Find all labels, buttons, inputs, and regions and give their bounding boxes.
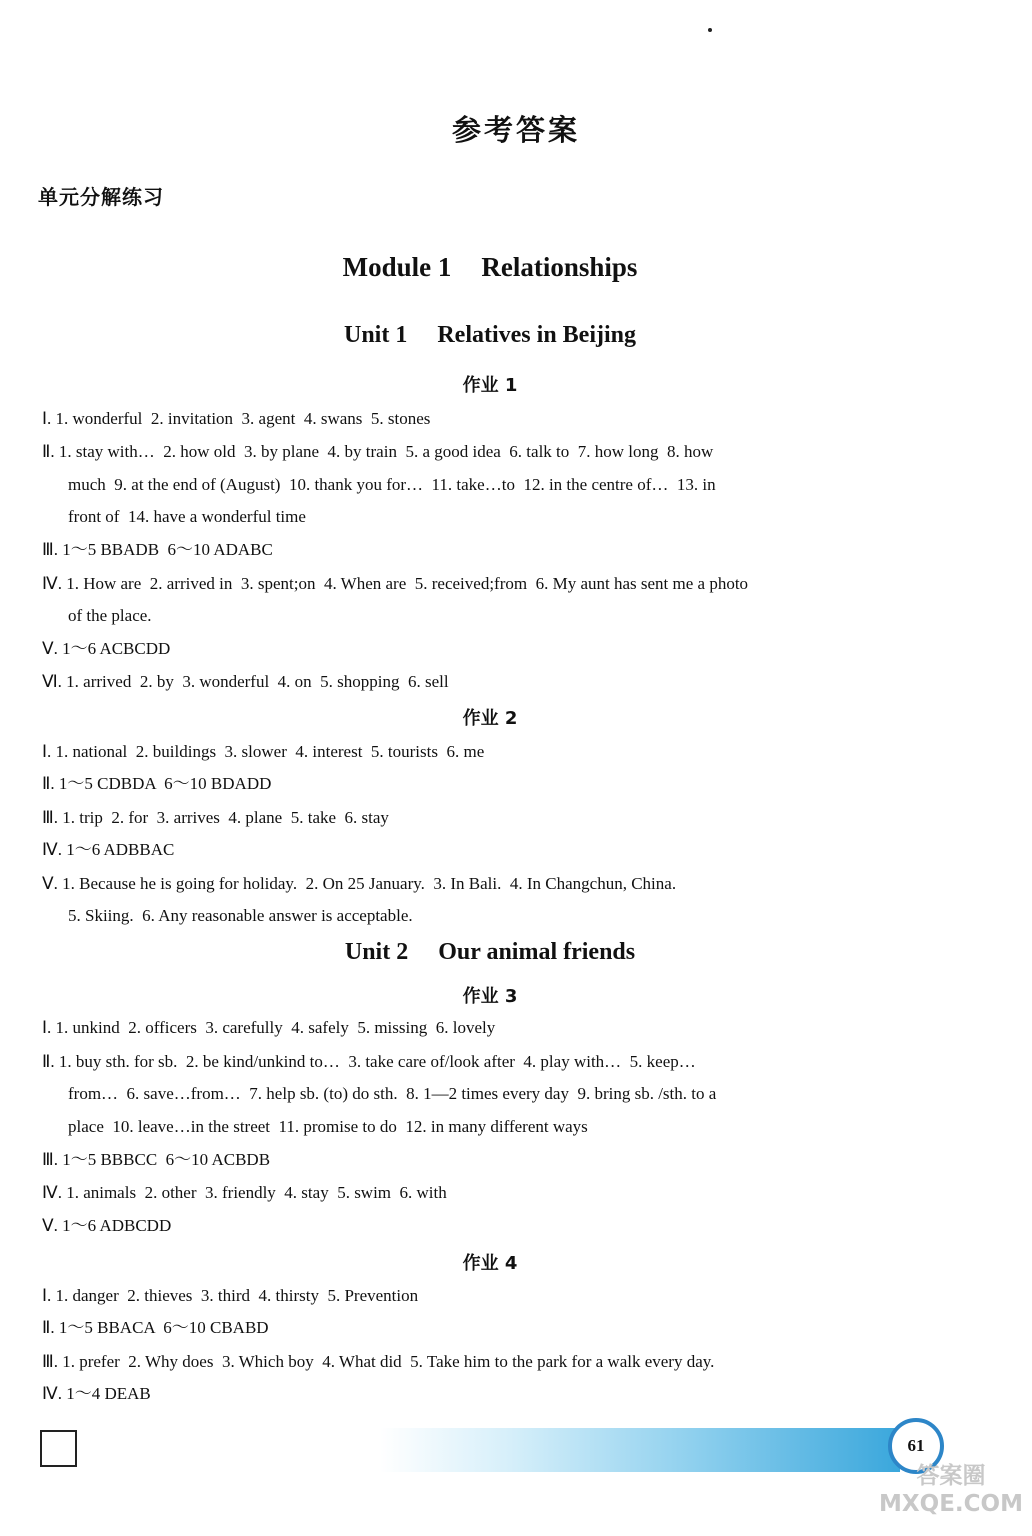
homework-4-heading: 作业 4 — [462, 1253, 518, 1274]
unit-1-name: Relatives in Beijing — [437, 322, 636, 348]
answer-line: Ⅱ. 1～5 BBACA 6～10 CBABD — [42, 1318, 269, 1337]
answer-line: Ⅱ. 1. buy sth. for sb. 2. be kind/unkind to… 3. take care of/look after 4. play with… 5. keep… — [42, 1052, 696, 1071]
answer-line: 5. Skiing. 6. Any reasonable answer is acceptable. — [68, 906, 413, 925]
module-heading — [0, 252, 980, 283]
answer-line: Ⅳ. 1～6 ADBBAC — [42, 840, 175, 859]
answer-line: Ⅰ. 1. unkind 2. officers 3. carefully 4. safely 5. missing 6. lovely — [42, 1018, 496, 1037]
answer-line: Ⅴ. 1. Because he is going for holiday. 2. On 25 January. 3. In Bali. 4. In Changchun, China. — [42, 874, 677, 893]
unit-1-label: Unit 1 — [344, 322, 408, 348]
answer-line: place 10. leave…in the street 11. promise to do 12. in many different ways — [68, 1117, 588, 1136]
homework-2-heading: 作业 2 — [462, 708, 518, 729]
answer-line: Ⅳ. 1. How are 2. arrived in 3. spent;on 4. When are 5. received;from 6. My aunt has sent me a photo — [42, 574, 749, 593]
answer-line: Ⅴ. 1～6 ADBCDD — [42, 1216, 172, 1235]
answer-line: Ⅱ. 1～5 CDBDA 6～10 BDADD — [42, 774, 272, 793]
answer-line: Ⅳ. 1～4 DEAB — [42, 1384, 151, 1403]
corner-square — [40, 1430, 77, 1467]
unit-2-name: Our animal friends — [438, 939, 636, 965]
section-heading: 单元分解练习 — [38, 185, 164, 209]
watermark-logo: 答案圈 MXQE.COM — [879, 1463, 1023, 1517]
answer-line: Ⅰ. 1. danger 2. thieves 3. third 4. thirsty 5. Prevention — [42, 1286, 419, 1305]
answer-line: Ⅴ. 1～6 ACBCDD — [42, 639, 171, 658]
answer-line: of the place. — [68, 606, 152, 625]
homework-1-heading: 作业 1 — [462, 375, 518, 396]
module-name: Relationships — [481, 252, 638, 282]
unit-2-heading — [0, 939, 980, 966]
answer-line: Ⅵ. 1. arrived 2. by 3. wonderful 4. on 5. shopping 6. sell — [42, 672, 449, 691]
homework-3-heading: 作业 3 — [462, 986, 518, 1007]
answer-line: Ⅱ. 1. stay with… 2. how old 3. by plane 4. by train 5. a good idea 6. talk to 7. how long 8. how — [42, 442, 714, 461]
answer-line: Ⅰ. 1. wonderful 2. invitation 3. agent 4. swans 5. stones — [42, 409, 431, 428]
unit-1-heading — [0, 322, 980, 349]
answer-line: much 9. at the end of (August) 10. thank you for… 11. take…to 12. in the centre of… 13. in — [68, 475, 716, 494]
page-title: 参考答案 — [451, 113, 580, 147]
module-label: Module 1 — [342, 252, 452, 282]
answer-line: front of 14. have a wonderful time — [68, 507, 306, 526]
unit-2-label: Unit 2 — [344, 939, 409, 965]
footer-band — [380, 1428, 900, 1472]
answer-line: Ⅰ. 1. national 2. buildings 3. slower 4. interest 5. tourists 6. me — [42, 742, 485, 761]
page-number: 61 — [888, 1418, 944, 1474]
answer-line: Ⅳ. 1. animals 2. other 3. friendly 4. stay 5. swim 6. with — [42, 1183, 447, 1202]
answer-line: Ⅲ. 1. prefer 2. Why does 3. Which boy 4. What did 5. Take him to the park for a walk every day. — [42, 1352, 715, 1371]
answer-line: Ⅲ. 1～5 BBBCC 6～10 ACBDB — [42, 1150, 271, 1169]
answer-line: Ⅲ. 1～5 BBADB 6～10 ADABC — [42, 540, 273, 559]
answer-line: Ⅲ. 1. trip 2. for 3. arrives 4. plane 5. take 6. stay — [42, 808, 389, 827]
answer-line: from… 6. save…from… 7. help sb. (to) do sth. 8. 1—2 times every day 9. bring sb. /sth. to a — [68, 1084, 717, 1103]
stray-dot — [708, 28, 712, 32]
